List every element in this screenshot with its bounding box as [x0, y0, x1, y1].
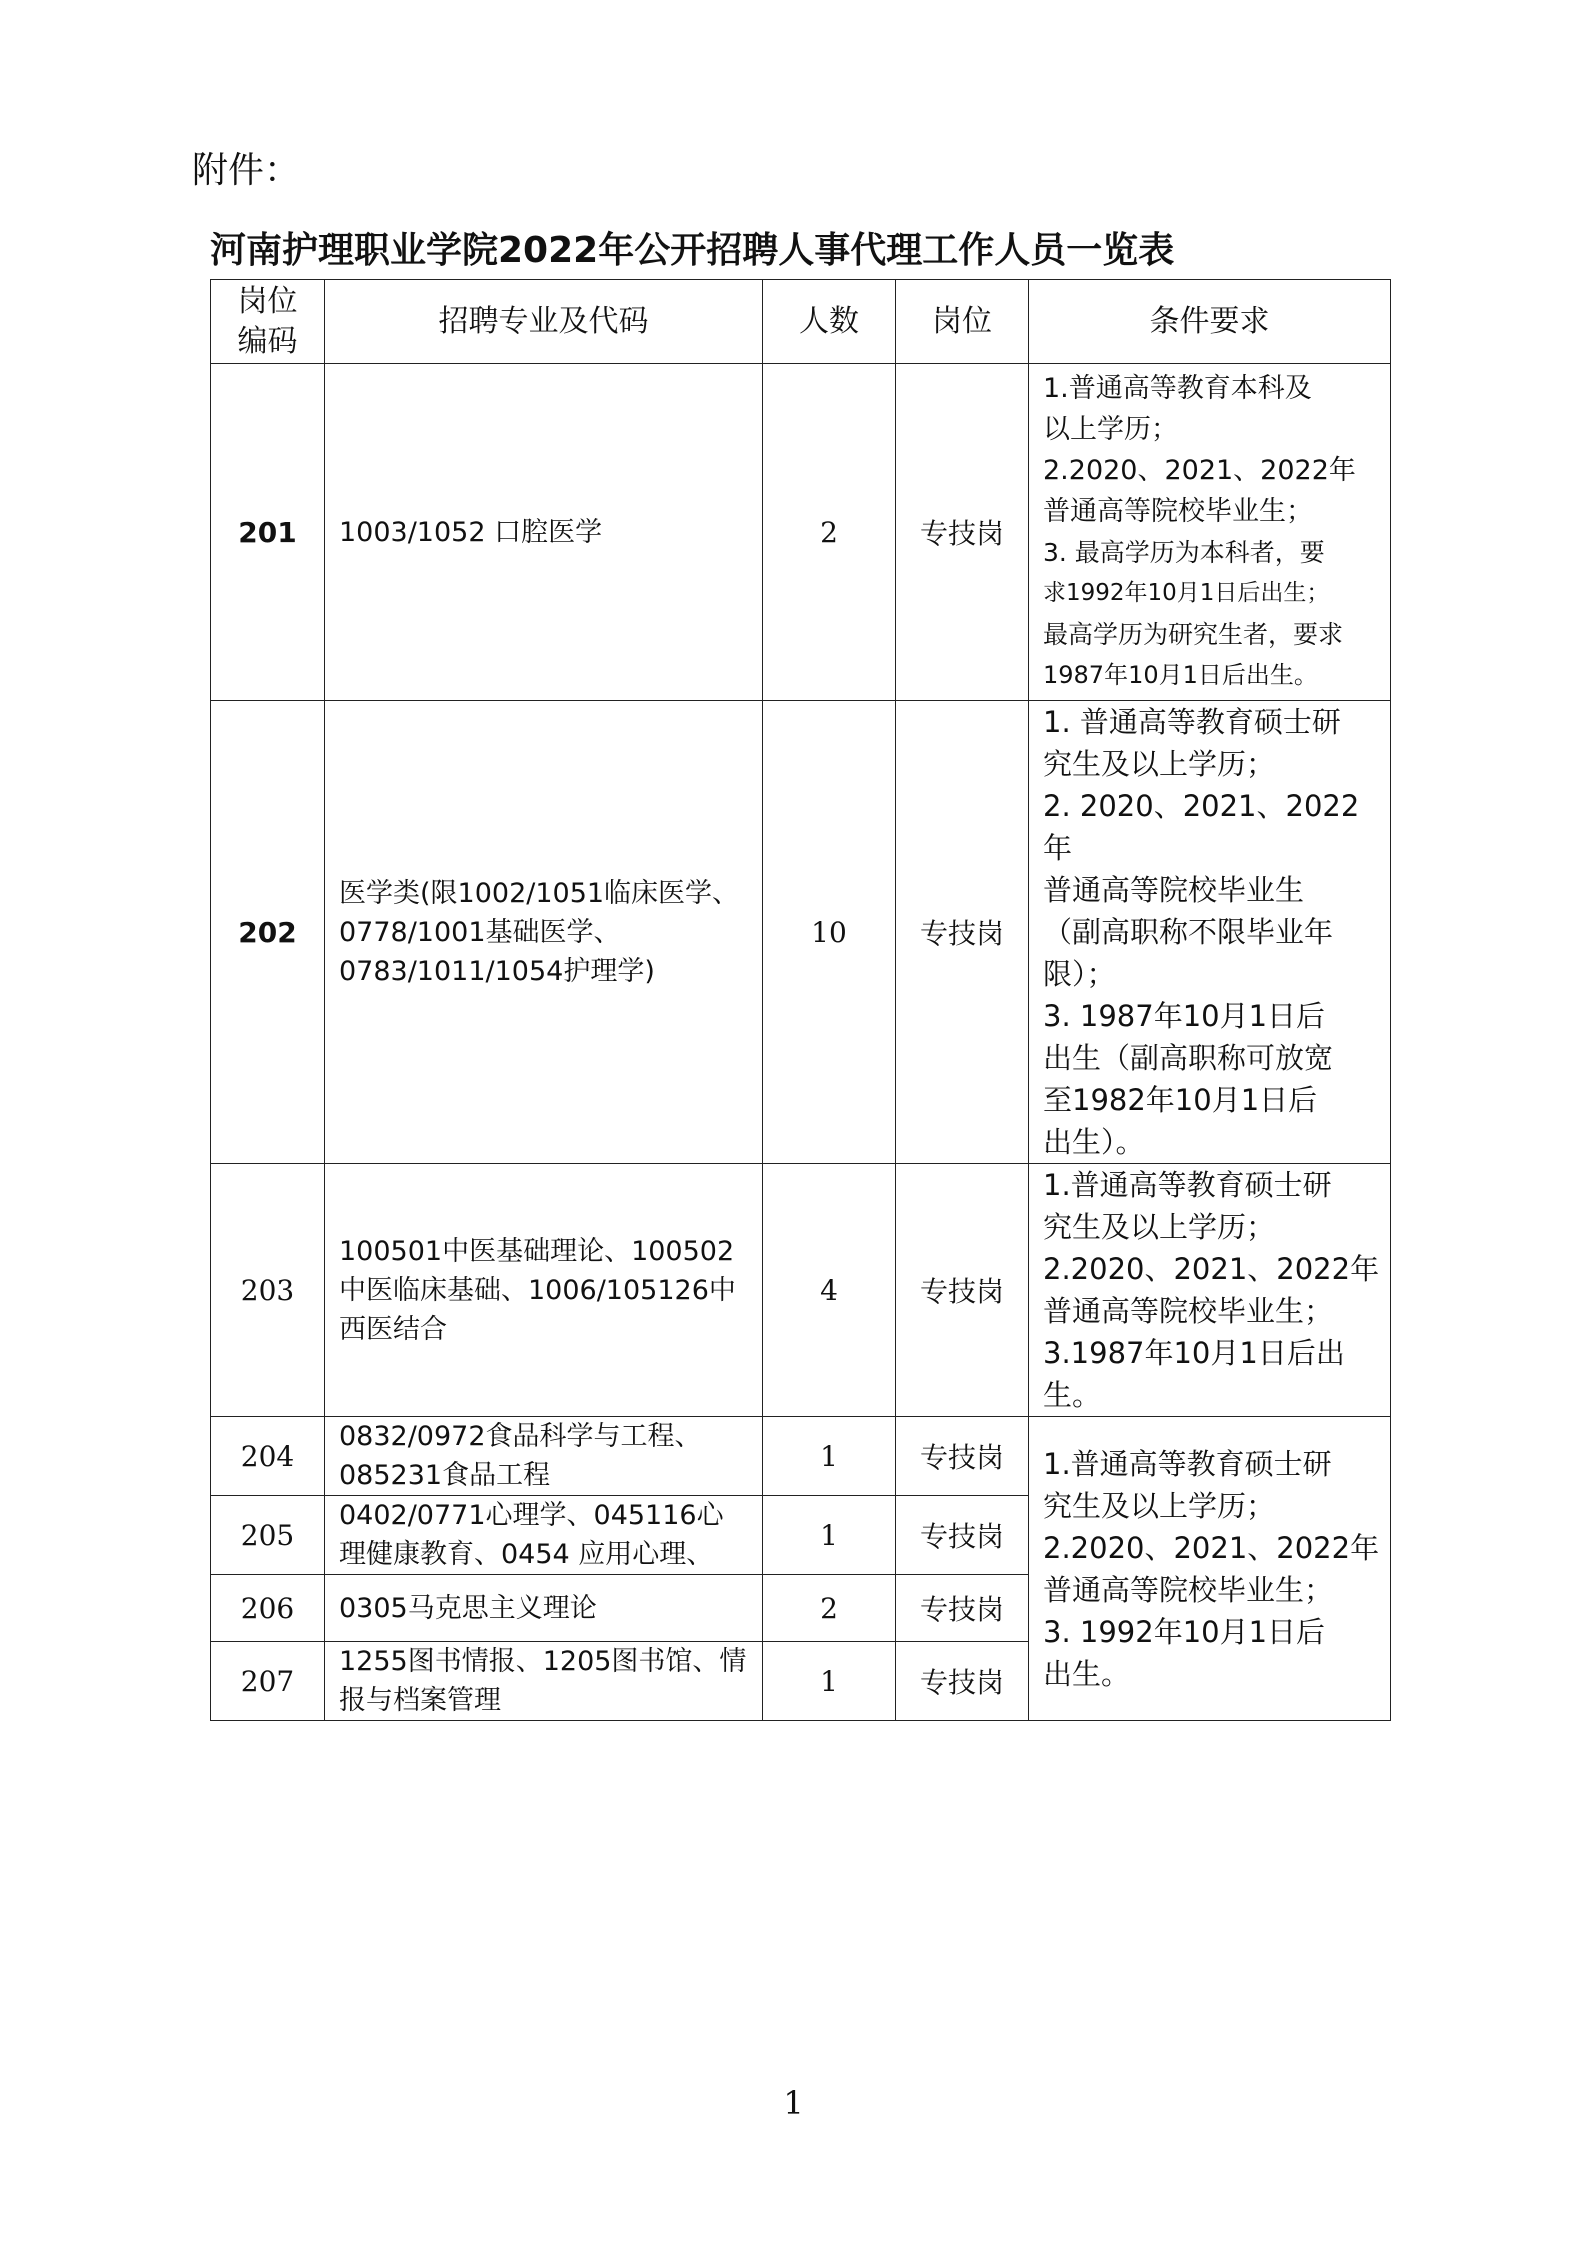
requirement-line: 出生）。: [1043, 1125, 1145, 1159]
requirement-line: 至1982年10月1日后: [1043, 1083, 1318, 1117]
header-code-line1: 岗位: [237, 283, 298, 319]
row-position: 专技岗: [896, 1496, 1029, 1575]
requirement-line: 普通高等院校毕业生；: [1043, 1294, 1334, 1328]
table-row: [211, 1417, 1391, 1496]
row-count: 10: [763, 701, 896, 1164]
requirement-line: 出生。: [1043, 1656, 1131, 1691]
requirement-line: 究生及以上学历；: [1043, 1210, 1276, 1244]
row-count: 1: [763, 1496, 896, 1575]
header-requirements: 条件要求: [1029, 280, 1391, 364]
requirement-line: 3.1987年10月1日后出: [1043, 1336, 1345, 1370]
requirement-line: 限）；: [1043, 957, 1116, 991]
requirement-line: 3. 1987年10月1日后: [1043, 999, 1326, 1033]
row-code: 206: [211, 1575, 325, 1642]
requirement-line: 求1992年10月1日后出生；: [1043, 580, 1330, 606]
row-count: 2: [763, 1575, 896, 1642]
page-number: 1: [783, 2084, 804, 2122]
requirement-line: （副高职称不限毕业年: [1043, 915, 1334, 949]
row-major: 100501中医基础理论、100502中医临床基础、1006/105126中西医结合: [325, 1164, 763, 1417]
requirement-line: 1. 普通高等教育硕士研: [1043, 705, 1341, 739]
requirement-line: 3. 1992年10月1日后: [1043, 1614, 1326, 1649]
row-major: 0402/0771心理学、045116心理健康教育、0454 应用心理、: [325, 1496, 763, 1575]
header-position-code: [211, 280, 325, 364]
row-position: 专技岗: [896, 1575, 1029, 1642]
row-code: 207: [211, 1642, 325, 1721]
row-major: 1003/1052 口腔医学: [325, 364, 763, 701]
row-code: 201: [211, 364, 325, 701]
header-count: 人数: [763, 280, 896, 364]
row-requirements: [1029, 1164, 1391, 1417]
requirement-line: 普通高等院校毕业生: [1043, 873, 1305, 907]
row-position: 专技岗: [896, 1642, 1029, 1721]
row-major: 0305马克思主义理论: [325, 1575, 763, 1642]
requirement-line: 最高学历为研究生者，要求: [1043, 620, 1344, 649]
requirement-line: 普通高等院校毕业生；: [1043, 1572, 1334, 1607]
row-major: 0832/0972食品科学与工程、085231食品工程: [325, 1417, 763, 1496]
requirement-line: 1.普通高等教育硕士研: [1043, 1168, 1332, 1202]
row-code: 202: [211, 701, 325, 1164]
row-major: 医学类(限1002/1051临床医学、0778/1001基础医学、0783/1011/1054护理学): [325, 701, 763, 1164]
row-requirements: [1029, 701, 1391, 1164]
requirement-line: 2.2020、2021、2022年: [1043, 1252, 1380, 1286]
requirement-line: 以上学历；: [1043, 414, 1178, 445]
header-position: 岗位: [896, 280, 1029, 364]
requirement-line: 出生（副高职称可放宽: [1043, 1041, 1334, 1075]
table-row: [211, 701, 1391, 1164]
requirement-line: 究生及以上学历；: [1043, 1488, 1276, 1523]
requirement-line: 究生及以上学历；: [1043, 747, 1276, 781]
requirement-line: 2.2020、2021、2022年: [1043, 1530, 1380, 1565]
row-count: 1: [763, 1642, 896, 1721]
requirement-line: 3. 最高学历为本科者，要: [1043, 538, 1325, 567]
shared-requirements: [1029, 1417, 1391, 1721]
row-count: 2: [763, 364, 896, 701]
row-code: 204: [211, 1417, 325, 1496]
row-position: 专技岗: [896, 701, 1029, 1164]
requirement-line: 1.普通高等教育硕士研: [1043, 1446, 1332, 1481]
row-position: 专技岗: [896, 364, 1029, 701]
attachment-label: 附件：: [192, 150, 301, 191]
table-row: [211, 364, 1391, 701]
recruitment-table: [210, 279, 1391, 1721]
header-major: 招聘专业及代码: [325, 280, 763, 364]
row-major: 1255图书情报、1205图书馆、情报与档案管理: [325, 1642, 763, 1721]
document-title: 河南护理职业学院2022年公开招聘人事代理工作人员一览表: [210, 230, 1175, 271]
row-code: 205: [211, 1496, 325, 1575]
requirement-line: 1.普通高等教育本科及: [1043, 373, 1312, 404]
row-count: 4: [763, 1164, 896, 1417]
requirement-line: 1987年10月1日后出生。: [1043, 661, 1318, 689]
requirement-line: 普通高等院校毕业生；: [1043, 496, 1313, 527]
table-row: [211, 1164, 1391, 1417]
requirement-line: 生。: [1043, 1378, 1102, 1412]
requirement-line: 2. 2020、2021、2022年: [1043, 789, 1360, 865]
header-code-line2: 编码: [237, 323, 298, 359]
row-position: 专技岗: [896, 1417, 1029, 1496]
row-requirements: [1029, 364, 1391, 701]
row-code: 203: [211, 1164, 325, 1417]
requirement-line: 2.2020、2021、2022年: [1043, 455, 1356, 486]
row-position: 专技岗: [896, 1164, 1029, 1417]
row-count: 1: [763, 1417, 896, 1496]
table-header-row: [211, 280, 1391, 364]
